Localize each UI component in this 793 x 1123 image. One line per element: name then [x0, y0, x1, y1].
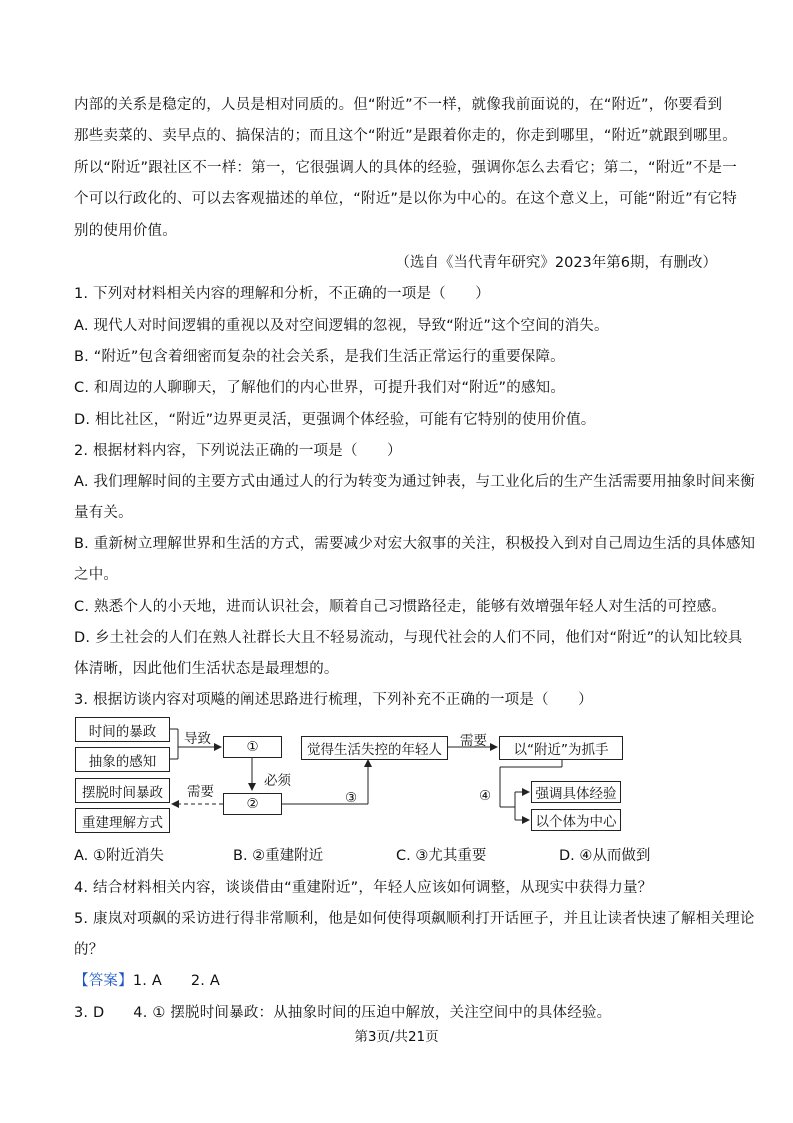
q3-option-b: B. ②重建附近	[233, 848, 324, 864]
label-need-left: 需要	[187, 784, 214, 800]
page-footer: 第3页/共21页	[354, 1029, 439, 1045]
paragraph-line-4: 个可以行政化的、可以去客观描述的单位，“附近”是以你为中心的。在这个意义上，可能“附近”有它特	[74, 191, 737, 207]
label-blank-4: ④	[479, 788, 492, 804]
q2-line-2: 量有关。	[74, 505, 133, 521]
box-nearby-as-grip: 以“附近”为抓手	[499, 736, 623, 760]
box-blank-2: ②	[223, 793, 282, 815]
q1-stem: 1. 下列对材料相关内容的理解和分析，不正确的一项是（ ）	[74, 286, 490, 302]
q1-option-c: C. 和周边的人聊聊天，了解他们的内心世界，可提升我们对“附近”的感知。	[74, 380, 566, 396]
box-individual-center: 以个体为中心	[531, 809, 621, 831]
box-abstract-feeling: 抽象的感知	[75, 747, 170, 772]
answer-row-1	[74, 969, 220, 990]
q3-option-d: D. ④从而做到	[559, 848, 651, 864]
box-concrete-experience: 强调具体经验	[531, 781, 621, 803]
box-time-violence: 时间的暴政	[75, 717, 170, 742]
q1-option-d: D. 相比社区，“附近”边界更灵活，更强调个体经验，可能有它特别的使用价值。	[74, 412, 596, 428]
label-lead-to: 导致	[184, 731, 211, 747]
box-rebuild-understanding: 重建理解方式	[75, 808, 170, 833]
q3-stem: 3. 根据访谈内容对项飚的阐述思路进行梳理，下列补充不正确的一项是（ ）	[74, 692, 593, 708]
answer-4: 4. ① 摆脱时间暴政：从抽象时间的压迫中解放，关注空间中的具体经验。	[133, 1005, 612, 1021]
paragraph-line-1: 内部的关系是稳定的，人员是相对同质的。但“附近”不一样，就像我前面说的，在“附近”，你要看到	[74, 97, 723, 113]
answer-key-label: 【答案】	[74, 973, 133, 989]
label-must: 必须	[264, 773, 291, 789]
paragraph-line-2: 那些卖菜的、卖早点的、搞保洁的；而且这个“附近”是跟着你走的，你走到哪里，“附近”就跟到哪里。	[74, 128, 737, 144]
q2-stem: 2. 根据材料内容，下列说法正确的一项是（ ）	[74, 443, 402, 459]
paragraph-line-3: 所以“附近”跟社区不一样：第一，它很强调人的具体的经验，强调你怎么去看它；第二，“附近”不是一	[74, 160, 737, 176]
answer-3: 3. D	[74, 1005, 105, 1021]
box-youth-losing-control: 觉得生活失控的年轻人	[301, 736, 448, 760]
answer-row-2	[74, 1001, 611, 1022]
q5-line-1: 5. 康岚对项飙的采访进行得非常顺利，他是如何使得项飙顺利打开话匣子，并且让读者快速了解相关理论	[74, 911, 755, 927]
source-citation: （选自《当代青年研究》2023年第6期，有删改）	[395, 255, 717, 271]
q1-option-a: A. 现代人对时间逻辑的重视以及对空间逻辑的忽视，导致“附近”这个空间的消失。	[74, 318, 609, 334]
q2-line-7: 体清晰，因此他们生活状态是最理想的。	[74, 661, 339, 677]
answer-2: 2. A	[190, 973, 221, 989]
q3-option-a: A. ①附近消失	[74, 848, 164, 864]
q2-line-4: 之中。	[74, 567, 119, 583]
box-escape-time-violence: 摆脱时间暴政	[75, 778, 170, 803]
q3-option-c: C. ③尤其重要	[396, 848, 487, 864]
box-blank-1: ①	[223, 736, 282, 758]
answer-1: 1. A	[132, 973, 162, 989]
q1-option-b: B. “附近”包含着细密而复杂的社会关系，是我们生活正常运行的重要保障。	[74, 349, 565, 365]
label-blank-3: ③	[345, 790, 358, 806]
q4-stem: 4. 结合材料相关内容，谈谈借由“重建附近”，年轻人应该如何调整，从现实中获得力量？	[74, 880, 653, 896]
q5-line-2: 的？	[74, 942, 104, 958]
q2-line-1: A. 我们理解时间的主要方式由通过人的行为转变为通过钟表，与工业化后的生产生活需要用抽象时间来衡	[74, 474, 755, 490]
paragraph-line-5: 别的使用价值。	[74, 223, 177, 239]
q2-line-6: D. 乡土社会的人们在熟人社群长大且不轻易流动，与现代社会的人们不同，他们对“附近”的认知比较具	[74, 630, 743, 646]
q2-line-3: B. 重新树立理解世界和生活的方式，需要减少对宏大叙事的关注，积极投入到对自己周边生活的具体感知	[74, 536, 756, 552]
q2-line-5: C. 熟悉个人的小天地，进而认识社会，顺着自己习惯路径走，能够有效增强年轻人对生活的可控感。	[74, 599, 727, 615]
label-need-right: 需要	[460, 733, 487, 749]
